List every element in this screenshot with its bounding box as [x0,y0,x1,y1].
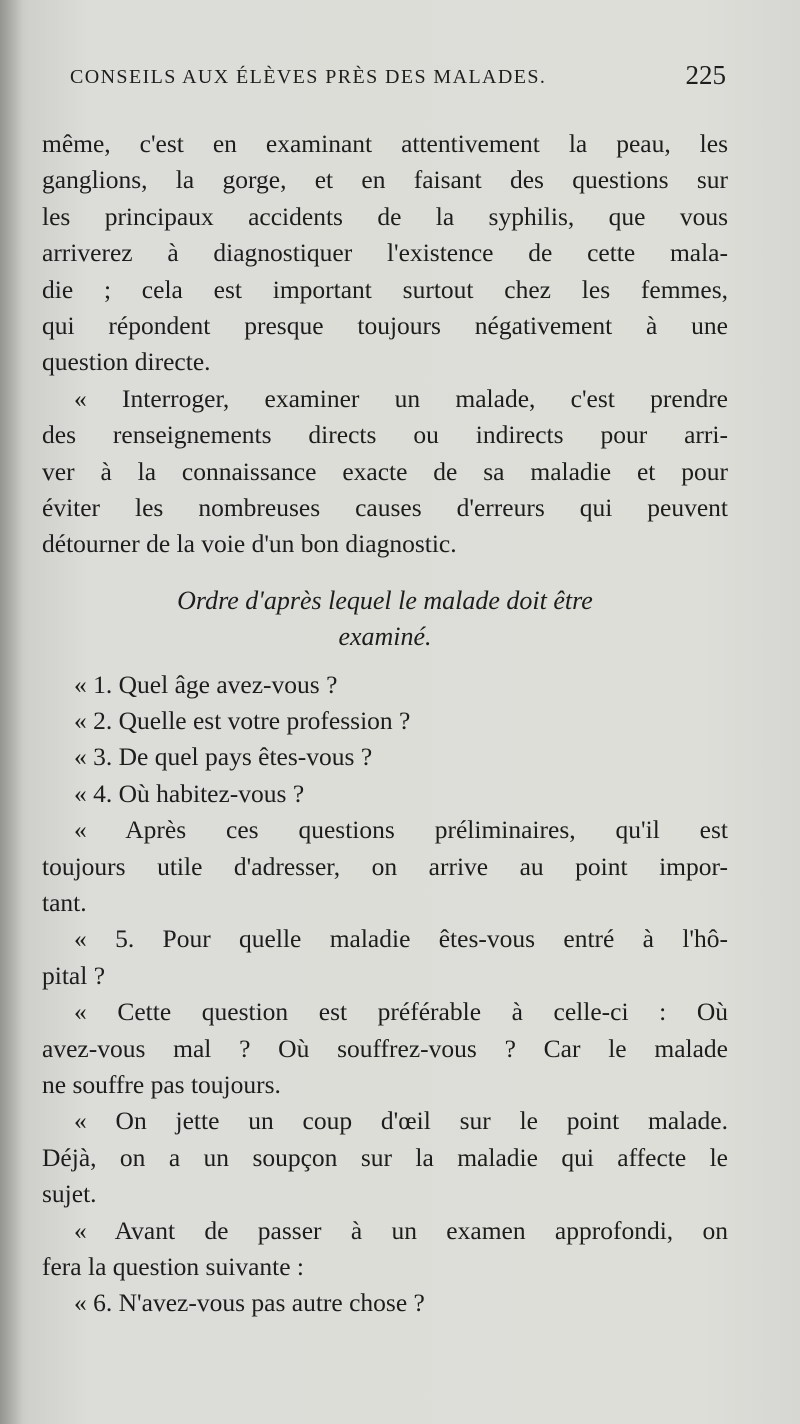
question-item: « 1. Quel âge avez-vous ? [74,669,338,699]
text-line: Déjà, on a un soupçon sur la maladie qui affecte le [42,1142,728,1172]
text-line: qui répondent presque toujours négativement à une [42,310,728,340]
page-header [70,60,730,98]
section-caption-line-1: Ordre d'après lequel le malade doit être [177,585,593,615]
text-line: avez-vous mal ? Où souffrez-vous ? Car le malade [42,1033,728,1063]
question-item: « 4. Où habitez-vous ? [74,778,305,808]
text-line: tant. [42,888,87,918]
text-line: ver à la connaissance exacte de sa maladie et pour [42,456,728,486]
spacer [42,655,728,667]
text-line: fera la question suivante : [42,1251,304,1281]
text-line: « Cette question est préférable à celle-ci : Où [74,997,728,1027]
text-line: détourner de la voie d'un bon diagnostic. [42,529,457,559]
page-number: 225 [685,60,726,90]
text-line: des renseignements directs ou indirects pour arri- [42,420,728,450]
section-caption-line-2: examiné. [338,621,432,651]
question-item: « 6. N'avez-vous pas autre chose ? [74,1288,425,1318]
text-line: die ; cela est important surtout chez les femmes, [42,274,728,304]
text-line: même, c'est en examinant attentivement la peau, les [42,129,728,158]
text-line: arriverez à diagnostiquer l'existence de cette mala- [42,238,728,268]
spacer [42,563,728,583]
text-line: éviter les nombreuses causes d'erreurs qui peuvent [42,492,728,522]
text-line: toujours utile d'adresser, on arrive au point impor- [42,851,728,881]
text-line: « Interroger, examiner un malade, c'est prendre [74,383,728,413]
body-text [42,126,728,1322]
text-line: sujet. [42,1179,97,1209]
text-line: « Après ces questions préliminaires, qu'il est [74,815,728,845]
text-line: question directe. [42,347,211,377]
text-line: « Avant de passer à un examen approfondi, on [74,1215,728,1245]
text-line: « 5. Pour quelle maladie êtes-vous entré à l'hô- [74,924,728,954]
text-line: ne souffre pas toujours. [42,1069,281,1099]
text-line: « On jette un coup d'œil sur le point malade. [74,1106,728,1136]
question-item: « 2. Quelle est votre profession ? [74,706,411,736]
text-line: les principaux accidents de la syphilis, que vous [42,201,728,231]
text-line: ganglions, la gorge, et en faisant des questions sur [42,165,728,195]
text-line: pital ? [42,960,106,990]
running-title: CONSEILS AUX ÉLÈVES PRÈS DES MALADES. [70,66,547,88]
question-item: « 3. De quel pays êtes-vous ? [74,742,373,772]
